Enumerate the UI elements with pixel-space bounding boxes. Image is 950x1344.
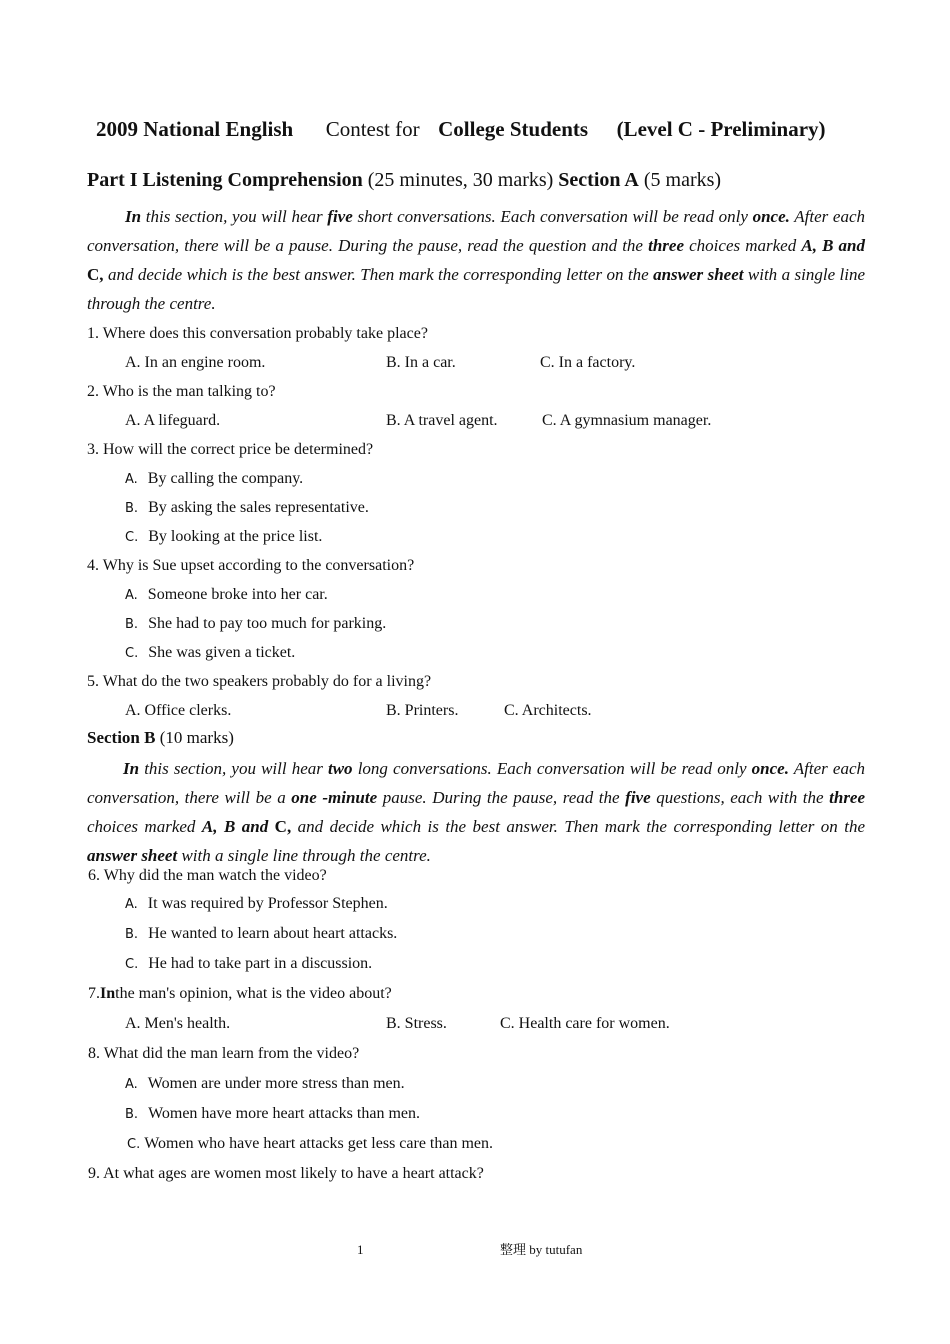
section-b-heading: Section B (10 marks) <box>87 728 234 747</box>
q7-option-c: C. Health care for women. <box>500 1015 670 1032</box>
q4-option-c: C. She was given a ticket. <box>125 644 296 661</box>
q5-option-a: A. Office clerks. <box>125 702 232 719</box>
q3-option-a: A. By calling the company. <box>125 470 304 487</box>
document-title: 2009 National English Contest for College Students (Level C - Preliminary) <box>96 117 826 141</box>
q5-option-c: C. Architects. <box>504 702 592 719</box>
question-6: 6. Why did the man watch the video? <box>88 867 327 884</box>
page-number: 1 <box>357 1242 364 1257</box>
q2-option-b: B. A travel agent. <box>386 412 498 429</box>
q4-option-a: A. Someone broke into her car. <box>125 586 328 603</box>
question-2: 2. Who is the man talking to? <box>87 383 276 400</box>
q6-option-c: C. He had to take part in a discussion. <box>125 955 373 972</box>
q4-option-b: B. She had to pay too much for parking. <box>125 615 387 632</box>
question-5: 5. What do the two speakers probably do for a living? <box>87 673 432 690</box>
q6-option-a: A. It was required by Professor Stephen. <box>125 895 388 912</box>
footer-credit: 整理 by tutufan <box>500 1242 583 1257</box>
question-7: 7.Inthe man's opinion, what is the video about? <box>88 985 392 1002</box>
q8-option-c: C. Women who have heart attacks get less care than men. <box>127 1135 494 1152</box>
q8-option-a: A. Women are under more stress than men. <box>125 1075 405 1092</box>
q8-option-b: B. Women have more heart attacks than men. <box>125 1105 420 1122</box>
q7-option-b: B. Stress. <box>386 1015 447 1032</box>
q6-option-b: B. He wanted to learn about heart attacks. <box>125 925 398 942</box>
question-8: 8. What did the man learn from the video? <box>88 1045 360 1062</box>
q1-option-c: C. In a factory. <box>540 354 636 371</box>
part-heading: Part I Listening Comprehension (25 minutes, 30 marks) Section A (5 marks) <box>87 169 722 191</box>
question-3: 3. How will the correct price be determined? <box>87 441 374 458</box>
q3-option-b: B. By asking the sales representative. <box>125 499 369 516</box>
q3-option-c: C. By looking at the price list. <box>125 528 323 545</box>
q7-option-a: A. Men's health. <box>125 1015 231 1032</box>
q5-option-b: B. Printers. <box>386 702 459 719</box>
section-b-instructions: In this section, you will hear two long conversations. Each conversation will be read only once. After each conversation, there will be a one -minute pause. During the pause, read the five questions, each with the three choices marked A, B and C, and decide which is the best answer. Then mark the corresponding letter on the answer sheet with a single line through the centre. <box>87 759 866 865</box>
question-1: 1. Where does this conversation probably take place? <box>87 325 428 342</box>
q1-option-b: B. In a car. <box>386 354 456 371</box>
q1-option-a: A. In an engine room. <box>125 354 266 371</box>
section-a-instructions: In this section, you will hear five short conversations. Each conversation will be read only once. After each conversation, there will be a pause. During the pause, read the question and the three choices marked A, B and C, and decide which is the best answer. Then mark the corresponding letter on the answer sheet with a single line through the centre. <box>87 207 866 313</box>
q2-option-a: A. A lifeguard. <box>125 412 221 429</box>
question-4: 4. Why is Sue upset according to the conversation? <box>87 557 415 574</box>
q2-option-c: C. A gymnasium manager. <box>542 412 712 429</box>
question-9: 9. At what ages are women most likely to have a heart attack? <box>88 1165 484 1182</box>
